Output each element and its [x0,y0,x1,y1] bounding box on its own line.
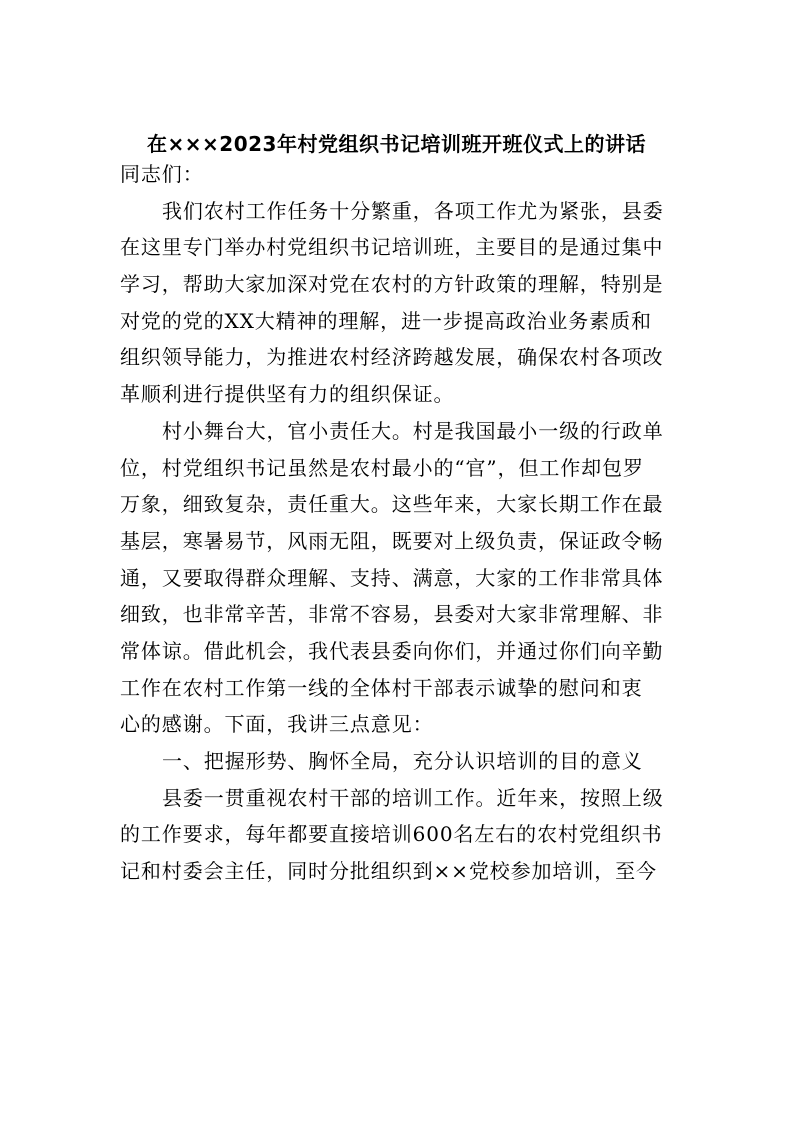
paragraph-line: 常体谅。借此机会，我代表县委向你们，并通过你们向辛勤 [120,638,664,663]
paragraph-line: 基层，寒暑易节，风雨无阻，既要对上级负责，保证政令畅 [120,528,664,553]
paragraph-2 [120,413,680,743]
paragraph-line: 心的感谢。下面，我讲三点意见： [120,712,434,737]
paragraph-line: 我们农村工作任务十分繁重，各项工作尤为紧张，县委 [162,198,664,223]
paragraph-line: 学习，帮助大家加深对党在农村的方针政策的理解，特别是 [120,272,664,297]
paragraph-line: 革顺利进行提供坚有力的组织保证。 [120,382,455,407]
paragraph-line: 在这里专门举办村党组织书记培训班，主要目的是通过集中 [120,235,664,260]
document-body [120,156,680,890]
salutation: 同志们： [120,162,204,186]
paragraph-line: 工作在农村工作第一线的全体村干部表示诚挚的慰问和衷 [120,675,643,700]
section-heading: 一、把握形势、胸怀全局，充分认识培训的目的意义 [162,749,643,773]
paragraph-line: 对党的党的XX大精神的理解，进一步提高政治业务素质和 [120,308,652,333]
paragraph-line: 通，又要取得群众理解、支持、满意，大家的工作非常具体 [120,565,664,590]
paragraph-line: 记和村委会主任，同时分批组织到××党校参加培训，至今 [120,859,657,884]
paragraph-3 [120,780,680,890]
paragraph-line: 的工作要求，每年都要直接培训600名左右的农村党组织书 [120,822,663,847]
paragraph-line: 县委一贯重视农村干部的培训工作。近年来，按照上级 [162,785,664,810]
paragraph-line: 组织领导能力，为推进农村经济跨越发展，确保农村各项改 [120,345,664,370]
document-title: 在×××2023年村党组织书记培训班开班仪式上的讲话 [147,132,646,156]
paragraph-line: 万象，细致复杂，责任重大。这些年来，大家长期工作在最 [120,492,664,517]
paragraph-line: 细致，也非常辛苦，非常不容易，县委对大家非常理解、非 [120,602,664,627]
paragraph-line: 位，村党组织书记虽然是农村最小的“官”，但工作却包罗 [120,455,644,480]
paragraph-1 [120,193,680,413]
paragraph-line: 村小舞台大，官小责任大。村是我国最小一级的行政单 [162,418,664,443]
